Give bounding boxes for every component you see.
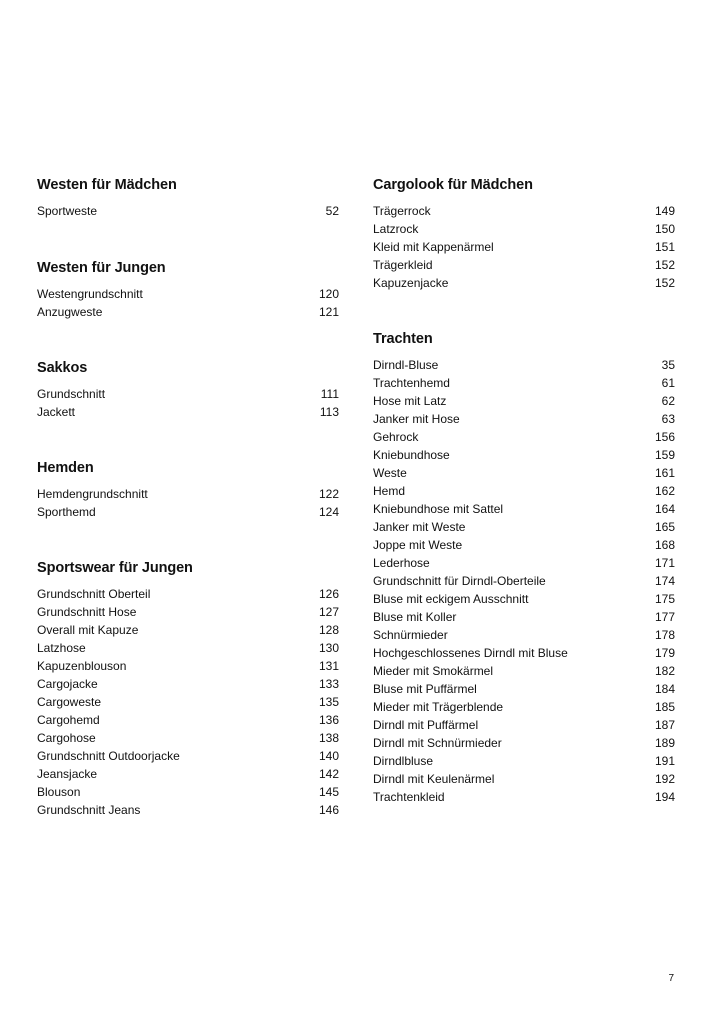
toc-entry-page-number: 136 [318, 713, 339, 727]
toc-entry-label: Kapuzenblouson [37, 659, 127, 673]
toc-entry[interactable] [373, 356, 675, 374]
toc-entry-page-number: 124 [318, 505, 339, 519]
toc-entry-page-number: 140 [318, 749, 339, 763]
toc-entry[interactable] [37, 801, 339, 819]
toc-entry[interactable] [37, 729, 339, 747]
toc-entry-label: Grundschnitt [37, 387, 106, 401]
toc-entry-label: Blouson [37, 785, 81, 799]
toc-section-westen-fuer-maedchen [37, 176, 339, 220]
section-heading: Cargolook für Mädchen [373, 177, 533, 193]
toc-entry[interactable] [37, 765, 339, 783]
toc-entry-page-number: 135 [318, 695, 339, 709]
toc-entry-label: Grundschnitt Oberteil [37, 587, 151, 601]
toc-entry-page-number: 120 [318, 287, 339, 301]
toc-entry-list [37, 285, 339, 321]
toc-entry-page-number: 133 [318, 677, 339, 691]
toc-entry[interactable] [37, 303, 339, 321]
toc-entry[interactable] [373, 770, 675, 788]
toc-entry-page-number: 61 [661, 376, 675, 390]
toc-entry-page-number: 52 [325, 204, 339, 218]
toc-section-trachten [373, 330, 675, 806]
toc-entry-page-number: 174 [654, 574, 675, 588]
toc-entry-page-number: 131 [318, 659, 339, 673]
toc-entry[interactable] [373, 274, 675, 292]
toc-entry-page-number: 150 [654, 222, 675, 236]
toc-entry[interactable] [373, 536, 675, 554]
toc-entry-page-number: 194 [654, 790, 675, 804]
toc-entry[interactable] [373, 428, 675, 446]
toc-entry-page-number: 191 [654, 754, 675, 768]
toc-section-cargolook-fuer-maedchen [373, 176, 675, 292]
toc-entry[interactable] [373, 734, 675, 752]
toc-entry-label: Bluse mit eckigem Ausschnitt [373, 592, 529, 606]
toc-entry[interactable] [373, 518, 675, 536]
toc-entry-label: Jeansjacke [37, 767, 98, 781]
toc-entry[interactable] [37, 603, 339, 621]
toc-entry[interactable] [373, 662, 675, 680]
toc-entry-label: Dirndl mit Schnürmieder [373, 736, 502, 750]
toc-entry-page-number: 185 [654, 700, 675, 714]
toc-entry[interactable] [373, 374, 675, 392]
toc-section-hemden [37, 459, 339, 521]
toc-entry-label: Hemdengrundschnitt [37, 487, 148, 501]
toc-entry-page-number: 149 [654, 204, 675, 218]
toc-entry-page-number: 145 [318, 785, 339, 799]
page-number: 7 [668, 973, 674, 984]
toc-entry-page-number: 168 [654, 538, 675, 552]
toc-entry-label: Grundschnitt Outdoorjacke [37, 749, 180, 763]
toc-entry-page-number: 152 [654, 258, 675, 272]
toc-entry-label: Anzugweste [37, 305, 103, 319]
toc-entry-label: Cargohemd [37, 713, 100, 727]
section-heading: Trachten [373, 331, 433, 347]
toc-entry[interactable] [373, 392, 675, 410]
toc-entry-label: Trachtenhemd [373, 376, 450, 390]
toc-entry[interactable] [373, 482, 675, 500]
toc-entry-label: Kapuzenjacke [373, 276, 449, 290]
toc-entry-label: Mieder mit Smokärmel [373, 664, 494, 678]
toc-entry[interactable] [37, 503, 339, 521]
toc-entry-page-number: 179 [654, 646, 675, 660]
toc-entry[interactable] [37, 657, 339, 675]
toc-entry-label: Hemd [373, 484, 406, 498]
toc-entry-label: Trägerrock [373, 204, 431, 218]
section-heading: Sakkos [37, 360, 88, 376]
toc-entry-label: Gehrock [373, 430, 419, 444]
toc-entry-page-number: 156 [654, 430, 675, 444]
toc-entry-page-number: 151 [654, 240, 675, 254]
toc-entry-page-number: 189 [654, 736, 675, 750]
toc-entry[interactable] [37, 485, 339, 503]
toc-entry-label: Jackett [37, 405, 76, 419]
toc-entry-page-number: 121 [318, 305, 339, 319]
toc-entry-label: Grundschnitt Hose [37, 605, 137, 619]
toc-entry-page-number: 127 [318, 605, 339, 619]
toc-entry-label: Bluse mit Puffärmel [373, 682, 477, 696]
section-heading: Westen für Mädchen [37, 177, 177, 193]
toc-entry[interactable] [37, 202, 339, 220]
toc-entry[interactable] [37, 285, 339, 303]
toc-entry-page-number: 159 [654, 448, 675, 462]
toc-left-column [37, 176, 339, 819]
toc-entry-label: Kniebundhose mit Sattel [373, 502, 504, 516]
toc-entry[interactable] [373, 644, 675, 662]
toc-entry-list [373, 356, 675, 806]
toc-entry-page-number: 175 [654, 592, 675, 606]
toc-entry[interactable] [37, 385, 339, 403]
toc-entry-label: Janker mit Weste [373, 520, 466, 534]
toc-entry[interactable] [373, 464, 675, 482]
toc-entry[interactable] [37, 693, 339, 711]
toc-entry-list [37, 585, 339, 819]
toc-entry[interactable] [373, 752, 675, 770]
toc-entry-label: Hose mit Latz [373, 394, 447, 408]
toc-entry-label: Cargojacke [37, 677, 98, 691]
toc-entry-page-number: 171 [654, 556, 675, 570]
toc-entry-label: Sporthemd [37, 505, 96, 519]
toc-entry[interactable] [37, 403, 339, 421]
toc-entry-label: Grundschnitt für Dirndl-Oberteile [373, 574, 546, 588]
toc-entry-page-number: 146 [318, 803, 339, 817]
toc-entry[interactable] [373, 446, 675, 464]
toc-entry[interactable] [373, 680, 675, 698]
toc-entry-page-number: 152 [654, 276, 675, 290]
toc-entry[interactable] [373, 500, 675, 518]
toc-entry-list [37, 485, 339, 521]
toc-entry-label: Latzhose [37, 641, 86, 655]
toc-entry[interactable] [373, 608, 675, 626]
toc-entry-page-number: 63 [661, 412, 675, 426]
toc-entry-page-number: 184 [654, 682, 675, 696]
toc-entry[interactable] [373, 698, 675, 716]
toc-entry[interactable] [37, 585, 339, 603]
toc-entry-label: Dirndlbluse [373, 754, 434, 768]
toc-entry-label: Westengrundschnitt [37, 287, 143, 301]
toc-entry-page-number: 178 [654, 628, 675, 642]
toc-entry-label: Kleid mit Kappenärmel [373, 240, 494, 254]
toc-entry-page-number: 126 [318, 587, 339, 601]
toc-entry-label: Joppe mit Weste [373, 538, 463, 552]
toc-entry-page-number: 161 [654, 466, 675, 480]
toc-entry-label: Dirndl-Bluse [373, 358, 439, 372]
toc-entry-label: Schnürmieder [373, 628, 448, 642]
toc-entry[interactable] [373, 626, 675, 644]
toc-right-column [373, 176, 675, 806]
toc-entry-label: Overall mit Kapuze [37, 623, 139, 637]
toc-section-sakkos [37, 359, 339, 421]
toc-entry-label: Mieder mit Trägerblende [373, 700, 504, 714]
toc-entry[interactable] [373, 554, 675, 572]
toc-entry[interactable] [373, 256, 675, 274]
toc-entry-label: Lederhose [373, 556, 430, 570]
section-heading: Hemden [37, 460, 94, 476]
toc-entry-page-number: 187 [654, 718, 675, 732]
toc-entry-page-number: 122 [318, 487, 339, 501]
toc-entry[interactable] [373, 202, 675, 220]
toc-entry-label: Cargohose [37, 731, 96, 745]
toc-entry-page-number: 162 [654, 484, 675, 498]
toc-entry-list [37, 202, 339, 220]
toc-entry-label: Weste [373, 466, 407, 480]
toc-entry-label: Dirndl mit Keulenärmel [373, 772, 495, 786]
section-heading: Sportswear für Jungen [37, 560, 193, 576]
toc-entry-page-number: 62 [661, 394, 675, 408]
toc-section-westen-fuer-jungen [37, 259, 339, 321]
toc-entry-label: Janker mit Hose [373, 412, 460, 426]
toc-entry[interactable] [37, 711, 339, 729]
toc-entry-page-number: 182 [654, 664, 675, 678]
toc-entry-page-number: 142 [318, 767, 339, 781]
toc-entry-page-number: 177 [654, 610, 675, 624]
toc-entry[interactable] [373, 238, 675, 256]
toc-entry-label: Latzrock [373, 222, 419, 236]
toc-section-sportswear-fuer-jungen [37, 559, 339, 819]
toc-entry[interactable] [37, 783, 339, 801]
toc-entry[interactable] [373, 716, 675, 734]
toc-entry-page-number: 130 [318, 641, 339, 655]
toc-entry-page-number: 113 [319, 405, 339, 419]
toc-entry[interactable] [373, 220, 675, 238]
toc-entry-page-number: 138 [318, 731, 339, 745]
toc-entry[interactable] [37, 747, 339, 765]
toc-entry-page-number: 165 [654, 520, 675, 534]
toc-entry[interactable] [373, 590, 675, 608]
toc-entry-label: Sportweste [37, 204, 98, 218]
toc-entry[interactable] [373, 788, 675, 806]
toc-entry[interactable] [37, 621, 339, 639]
toc-entry-page-number: 192 [654, 772, 675, 786]
toc-entry[interactable] [373, 410, 675, 428]
toc-entry-label: Bluse mit Koller [373, 610, 457, 624]
toc-entry-label: Trachtenkleid [373, 790, 445, 804]
toc-entry-label: Kniebundhose [373, 448, 450, 462]
toc-entry-label: Hochgeschlossenes Dirndl mit Bluse [373, 646, 568, 660]
toc-entry-page-number: 35 [661, 358, 675, 372]
toc-entry-page-number: 164 [654, 502, 675, 516]
toc-entry[interactable] [37, 639, 339, 657]
toc-entry-label: Dirndl mit Puffärmel [373, 718, 479, 732]
toc-entry-label: Trägerkleid [373, 258, 433, 272]
section-heading: Westen für Jungen [37, 260, 166, 276]
toc-entry-label: Cargoweste [37, 695, 102, 709]
toc-entry-list [373, 202, 675, 292]
toc-entry-page-number: 111 [320, 387, 339, 401]
toc-entry-label: Grundschnitt Jeans [37, 803, 141, 817]
toc-entry-list [37, 385, 339, 421]
toc-entry[interactable] [37, 675, 339, 693]
toc-entry[interactable] [373, 572, 675, 590]
toc-entry-page-number: 128 [318, 623, 339, 637]
